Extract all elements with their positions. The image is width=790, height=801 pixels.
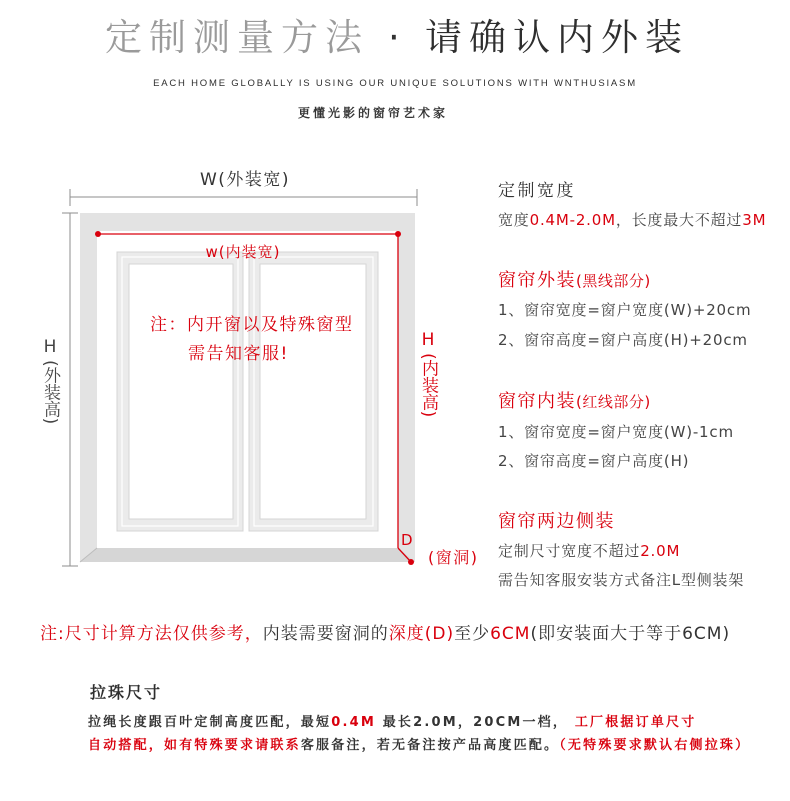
pull-bead-title: 拉珠尺寸 — [90, 683, 163, 702]
inner-height-label — [416, 331, 440, 417]
measurement-footnote — [40, 624, 730, 644]
outside-mount-note: (黑线部分) — [576, 272, 651, 290]
depth-letter: D — [401, 531, 413, 549]
custom-width-range — [498, 211, 766, 229]
sash-right-glass — [260, 264, 366, 519]
outer-height-text: (外装高) — [40, 360, 60, 425]
window-sash-right — [249, 252, 378, 531]
inside-mount-item-1: 1、窗帘宽度=窗户宽度(W)-1cm — [498, 423, 734, 441]
inner-width-label: w(内装宽) — [205, 243, 281, 261]
outside-mount-title: 窗帘外装 — [498, 270, 576, 291]
inner-width-start-dot — [95, 231, 101, 237]
outer-height-letter: H — [43, 337, 57, 357]
custom-length-text: ，长度最大不超过 — [615, 211, 743, 229]
footnote-disclaimer: 注:尺寸计算方法仅供参考， — [40, 624, 263, 644]
side-mount-width-text: 定制尺寸宽度不超过 — [498, 542, 641, 560]
side-mount-bracket-note: 需告知客服安装方式备注L型侧装架 — [498, 571, 745, 589]
custom-width-range-value: 0.4M-2.0M — [529, 211, 616, 229]
custom-width-prefix: 宽度 — [498, 211, 530, 229]
side-mount-width-limit — [498, 542, 680, 560]
inner-height-letter: H — [421, 330, 435, 350]
side-mount-width-value: 2.0M — [640, 542, 681, 560]
pull-bead-max-value: 2.0M — [413, 715, 458, 730]
outer-width-label: W(外装宽) — [199, 170, 291, 190]
pull-bead-factory-note: 工厂根据订单尺寸 — [574, 715, 697, 730]
pull-bead-auto-match: 自动搭配，如有特殊要求请联系 — [88, 738, 301, 753]
page-title-right: 请确认内外装 — [425, 16, 689, 59]
pull-bead-min-value: 0.4M — [331, 715, 376, 730]
page-title-separator: · — [388, 16, 407, 59]
inside-mount-note: (红线部分) — [576, 393, 651, 411]
window-sash-left — [117, 252, 243, 531]
pull-bead-text-a: 拉绳长度跟百叶定制高度匹配，最短 — [88, 715, 332, 730]
inside-mount-title: 窗帘内装 — [498, 391, 576, 412]
outer-height-label — [38, 338, 62, 424]
inside-mount-heading — [498, 392, 651, 412]
footnote-at-least: 至少 — [454, 624, 491, 644]
pull-bead-line-1 — [88, 715, 696, 731]
window-sill — [80, 548, 415, 562]
inside-mount-item-2: 2、窗帘高度=窗户高度(H) — [498, 452, 690, 470]
depth-end-dot — [408, 559, 414, 565]
pull-bead-max-label: 最长 — [375, 715, 414, 730]
outside-mount-item-1: 1、窗帘宽度=窗户宽度(W)+20cm — [498, 301, 752, 319]
inner-height-text: (内装高) — [418, 353, 438, 418]
inner-corner-dot — [395, 231, 401, 237]
side-mount-heading — [498, 512, 615, 532]
window-note-line-1: 注：内开窗以及特殊窗型 — [150, 315, 354, 335]
footnote-depth: 深度(D) — [388, 624, 455, 644]
side-mount-title: 窗帘两边侧装 — [498, 511, 615, 532]
pull-bead-step: ，20CM一档， — [457, 715, 575, 730]
footnote-depth-value: 6CM — [490, 624, 531, 644]
outer-width-dimension — [70, 189, 417, 206]
pull-bead-default-side: （无特殊要求默认右侧拉珠） — [559, 738, 751, 753]
footnote-explanation: (即安装面大于等于6CM) — [530, 624, 731, 644]
footnote-inside-text: 内装需要窗洞的 — [262, 624, 389, 644]
page-title-left: 定制测量方法 — [105, 16, 369, 59]
outside-mount-heading — [498, 271, 651, 291]
pull-bead-line-2 — [88, 738, 750, 754]
outer-height-dimension — [62, 213, 78, 566]
outside-mount-item-2: 2、窗帘高度=窗户高度(H)+20cm — [498, 331, 748, 349]
window-note-line-2: 需告知客服! — [188, 344, 289, 364]
pull-bead-remark: 客服备注，若无备注按产品高度匹配。 — [300, 738, 560, 753]
window-hole-label: (窗洞) — [428, 548, 479, 567]
custom-width-title: 定制宽度 — [498, 181, 576, 201]
sash-left-glass — [129, 264, 233, 519]
custom-length-max-value: 3M — [742, 211, 767, 229]
brand-tagline: 更懂光影的窗帘艺术家 — [298, 106, 449, 120]
english-slogan: EACH HOME GLOBALLY IS USING OUR UNIQUE SOLUTIONS WITH WNTHUSIASM — [153, 78, 637, 89]
